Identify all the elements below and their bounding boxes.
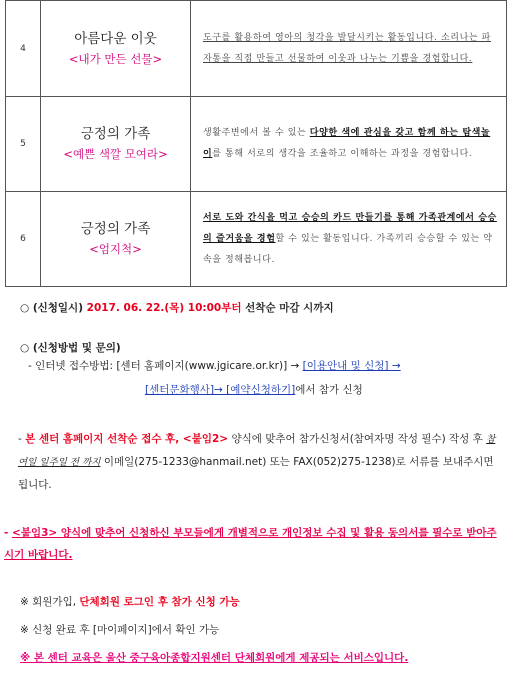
program-subtitle: <내가 만든 선물> — [68, 51, 163, 66]
reservation-link[interactable]: [센터문화행사]→ [예약신청하기] — [145, 384, 296, 396]
row-number: 4 — [6, 1, 41, 97]
note-text: ※ 회원가입, — [20, 596, 80, 608]
notice-consent: <붙임3> 양식에 맞추어 신청하신 부모들에게 개별적으로 개인정보 수집 및 활용 동의서를 필수로 받아주시기 바랍니다. — [4, 527, 497, 561]
program-subtitle: <예쁜 색깔 모여라> — [63, 147, 168, 161]
note-2: ※ 신청 완료 후 [마이페이지]에서 확인 가능 — [20, 624, 220, 636]
program-subtitle: <엄지척> — [89, 242, 142, 256]
guide-link[interactable]: [이용안내 및 신청] → — [302, 360, 401, 372]
program-title-cell — [41, 97, 191, 192]
program-description — [191, 97, 507, 192]
row-number: 5 — [6, 97, 41, 192]
row-number: 6 — [6, 192, 41, 287]
table-row — [6, 1, 507, 97]
notice-dash: - — [4, 527, 13, 539]
notice-text: 양식에 맞추어 참가신청서(참여자명 작성 필수) 작성 후 — [228, 433, 487, 445]
notice-1 — [18, 428, 498, 496]
notice-deadline: 참여일 일주일 전 까지 — [18, 434, 496, 468]
schedule-line — [20, 300, 500, 316]
note-1 — [20, 594, 500, 610]
program-description — [191, 1, 507, 97]
program-title: 긍정의 가족 — [80, 221, 151, 237]
schedule-rest: 선착순 마감 시까지 — [245, 302, 334, 314]
description-highlight: 서로 도와 간식을 먹고 승승의 카드 만들기를 통해 가족관계에서 승승의 즐거움을 경험 — [203, 212, 497, 244]
description-text: 를 통해 서로의 생각을 조율하고 이해하는 과정을 경험합니다. — [212, 149, 473, 159]
program-title: 아름다운 이웃 — [74, 30, 157, 47]
description-text: 생활주변에서 볼 수 있는 — [203, 128, 310, 138]
notice-highlight: 본 센터 홈페이지 선착순 접수 후, <붙임2> — [25, 433, 229, 445]
method-text: 에서 참가 신청 — [295, 384, 363, 396]
method-text: - 인터넷 접수방법: [센터 홈페이지(www.jgicare.or.kr)] → — [28, 360, 303, 372]
table-row — [6, 192, 507, 287]
method-heading: ○ (신청방법 및 문의) — [20, 342, 121, 354]
method-line-1 — [28, 358, 508, 374]
program-table — [5, 0, 507, 287]
note-3: ※ 본 센터 교육은 울산 중구육아종합지원센터 단체회원에게 제공되는 서비스입니다. — [20, 652, 409, 664]
program-title-cell — [41, 192, 191, 287]
description-text: 할 수 있는 활동입니다. 가족끼리 승승할 수 있는 약속을 정해봅니다. — [203, 233, 493, 265]
table-row — [6, 97, 507, 192]
method-line-2 — [145, 382, 510, 398]
program-title: 긍정의 가족 — [80, 126, 151, 142]
notice-dash: - — [18, 433, 26, 445]
program-description — [191, 192, 507, 287]
program-title-cell — [41, 1, 191, 97]
schedule-label: ○ (신청일시) — [20, 302, 83, 314]
notice-text: 이메일(275-1233@hanmail.net) 또는 FAX(052)275-1238)로 서류를 보내주시면 됩니다. — [18, 456, 494, 491]
schedule-date: 2017. 06. 22.(목) 10:00부터 — [86, 302, 242, 314]
notice-2 — [4, 522, 504, 566]
description-highlight: 다양한 색에 관심을 갖고 함께 하는 탐색놀이 — [203, 128, 491, 159]
description-text: 도구를 활용하여 영아의 청각을 발달시키는 활동입니다. 소리나는 파자통을 직접 만들고 선물하여 이웃과 나누는 기쁨을 경험합니다. — [203, 32, 491, 64]
note-highlight: 단체회원 로그인 후 참가 신청 가능 — [79, 596, 240, 608]
